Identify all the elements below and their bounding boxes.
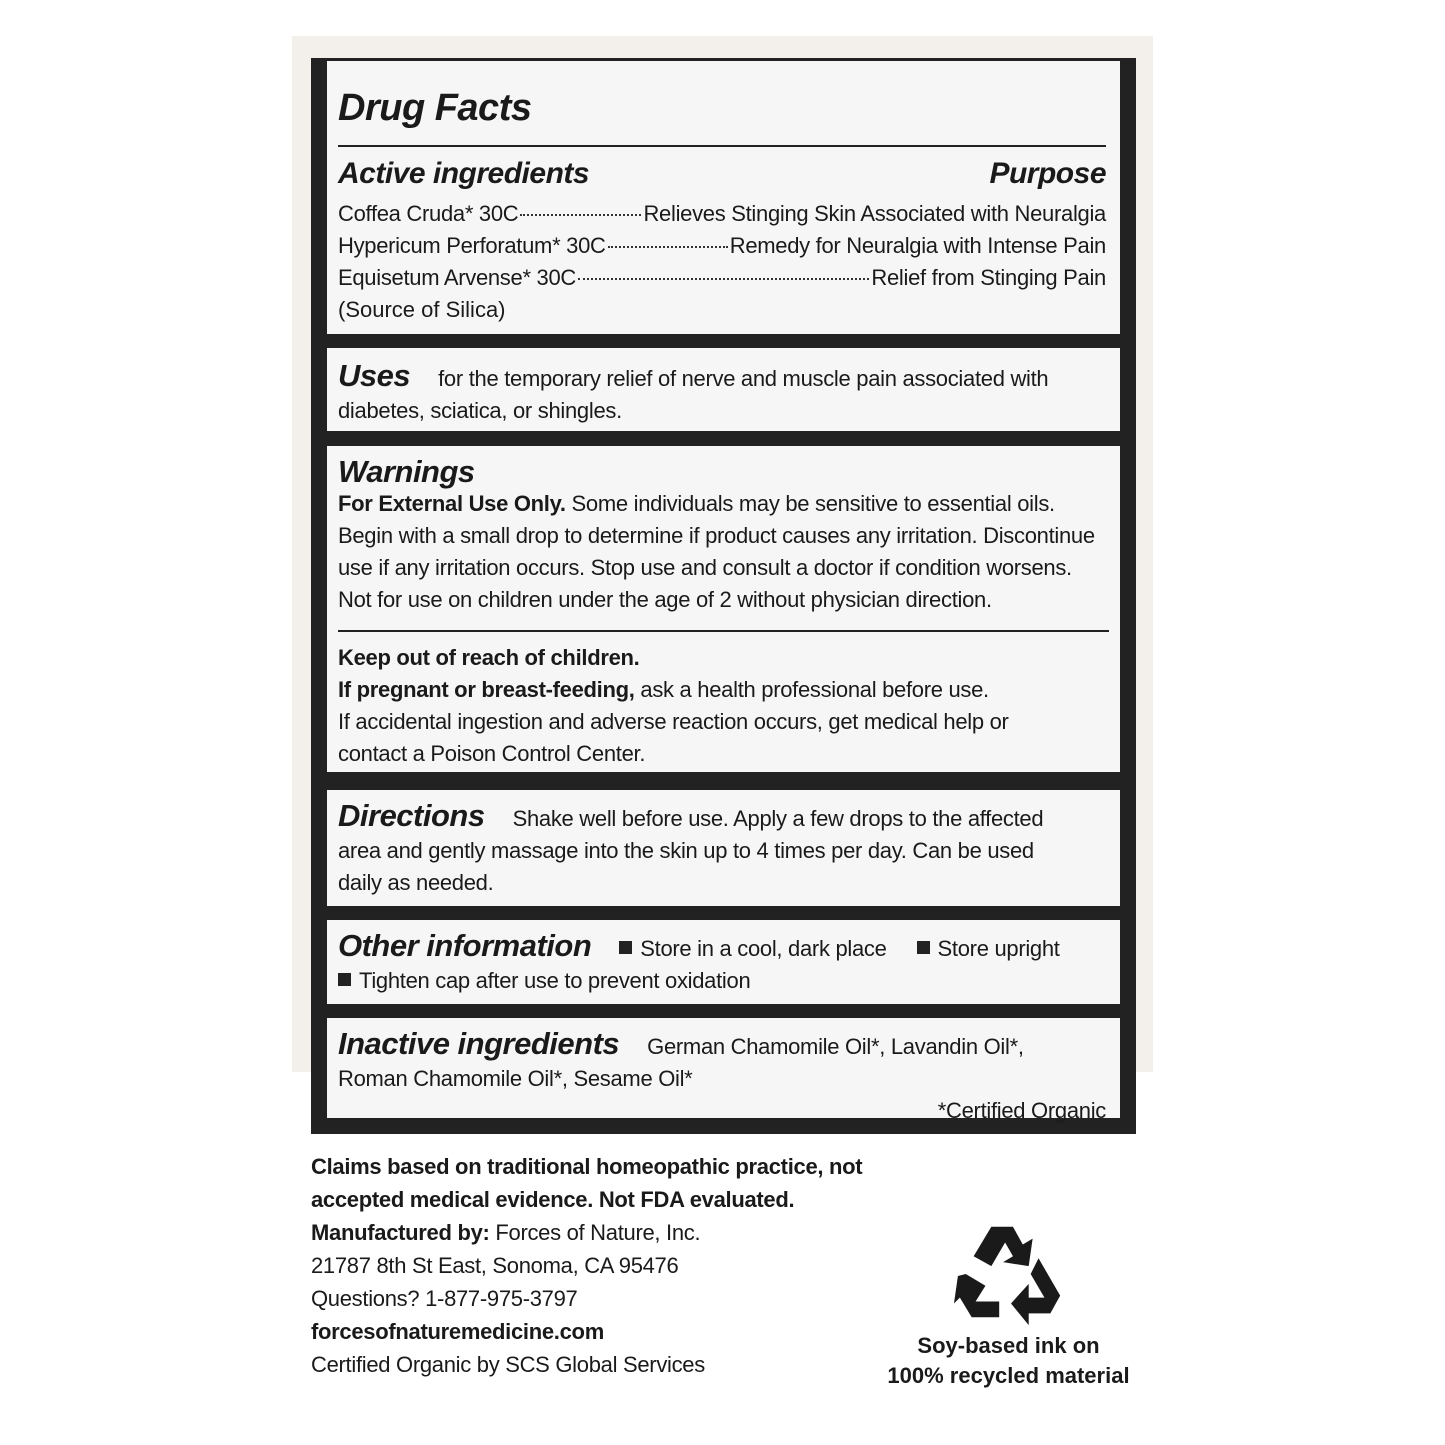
directions-box [327, 790, 1120, 906]
ingredient-name: Coffea Cruda* 30C [338, 201, 519, 226]
website-link: forcesofnaturemedicine.com [311, 1319, 604, 1344]
uses-box [327, 348, 1120, 431]
footer-info [311, 1150, 871, 1381]
pregnant-bold: If pregnant or breast-feeding, [338, 677, 635, 702]
directions-section [338, 790, 1109, 899]
recycle-icon [952, 1218, 1070, 1328]
bullet-icon [619, 941, 632, 954]
dot-leader [608, 246, 728, 248]
pregnant-text: ask a health professional before use. [640, 677, 989, 702]
bullet-icon [917, 941, 930, 954]
other-info-box [327, 920, 1120, 1004]
keep-out-text: Keep out of reach of children. [338, 645, 640, 670]
inactive-ingredients-box [327, 1018, 1120, 1123]
external-use-text: Some individuals may be sensitive to essential oils. Begin with a small drop to determine if product causes any irritation. Discontinue use if any irritation occurs. Stop use and consult a doctor if condition worsens. Not for use on children under the age of 2 without physician direction. [338, 491, 1095, 612]
other-info-heading: Other information [338, 928, 592, 963]
ingredient-row [338, 201, 1106, 227]
ingredient-name: Equisetum Arvense* 30C [338, 265, 576, 290]
divider [338, 630, 1109, 632]
directions-heading: Directions [338, 798, 485, 833]
other-info-item: Tighten cap after use to prevent oxidation [338, 968, 750, 993]
ink-line-2: 100% recycled material [887, 1363, 1130, 1388]
ingredient-row [338, 265, 1106, 291]
bullet-icon [338, 973, 351, 986]
divider [338, 145, 1106, 147]
purpose-heading: Purpose [989, 157, 1106, 190]
warnings-heading: Warnings [338, 454, 475, 489]
drug-facts-box [327, 61, 1120, 334]
recycled-ink-note [866, 1331, 1151, 1391]
ingredient-purpose: Relief from Stinging Pain [871, 265, 1106, 290]
active-ingredients-heading: Active ingredients [338, 157, 590, 190]
ink-line-1: Soy-based ink on [917, 1333, 1100, 1358]
dot-leader [520, 214, 641, 216]
ingredient-purpose: Remedy for Neuralgia with Intense Pain [729, 233, 1106, 258]
ingredient-purpose: Relieves Stinging Skin Associated with Neuralgia [643, 201, 1106, 226]
ingestion-warning: If accidental ingestion and adverse reaction occurs, get medical help or contact a Poison Control Center. [338, 709, 1009, 766]
dot-leader [578, 278, 869, 280]
uses-section [338, 348, 1109, 427]
ingredient-name: Hypericum Perforatum* 30C [338, 233, 606, 258]
children-warning [338, 642, 1109, 674]
certified-by: Certified Organic by SCS Global Services [311, 1352, 705, 1377]
inactive-section [338, 1018, 1109, 1095]
address: 21787 8th St East, Sonoma, CA 95476 [311, 1253, 679, 1278]
claims-text: Claims based on traditional homeopathic practice, not accepted medical evidence. Not FDA evaluated. [311, 1154, 863, 1212]
manufactured-label: Manufactured by: [311, 1220, 490, 1245]
inactive-heading: Inactive ingredients [338, 1026, 620, 1061]
directions-text: Shake well before use. Apply a few drops to the affected area and gently massage into the skin up to 4 times per day. Can be used daily as needed. [338, 806, 1044, 895]
source-note: (Source of Silica) [338, 297, 506, 322]
external-use-bold: For External Use Only. [338, 491, 566, 516]
active-ingredients-header [338, 157, 1106, 191]
external-use-warning [338, 488, 1109, 616]
other-info-item: Store upright [917, 936, 1060, 961]
drug-facts-title: Drug Facts [338, 87, 532, 129]
inactive-text: German Chamomile Oil*, Lavandin Oil*, Roman Chamomile Oil*, Sesame Oil* [338, 1034, 1024, 1091]
pregnancy-warning [338, 674, 1109, 706]
manufacturer-name: Forces of Nature, Inc. [495, 1220, 701, 1245]
other-info-item: Store in a cool, dark place [619, 936, 886, 961]
uses-text: for the temporary relief of nerve and muscle pain associated with diabetes, sciatica, or shingles. [338, 366, 1049, 423]
other-info-section [338, 920, 1109, 997]
manufacturer-line [311, 1216, 871, 1249]
ingredient-row [338, 233, 1106, 259]
warnings-box [327, 446, 1120, 772]
questions-phone: Questions? 1-877-975-3797 [311, 1286, 578, 1311]
certified-note: *Certified Organic [937, 1098, 1106, 1123]
uses-heading: Uses [338, 358, 411, 393]
drug-facts-panel [311, 58, 1136, 1134]
